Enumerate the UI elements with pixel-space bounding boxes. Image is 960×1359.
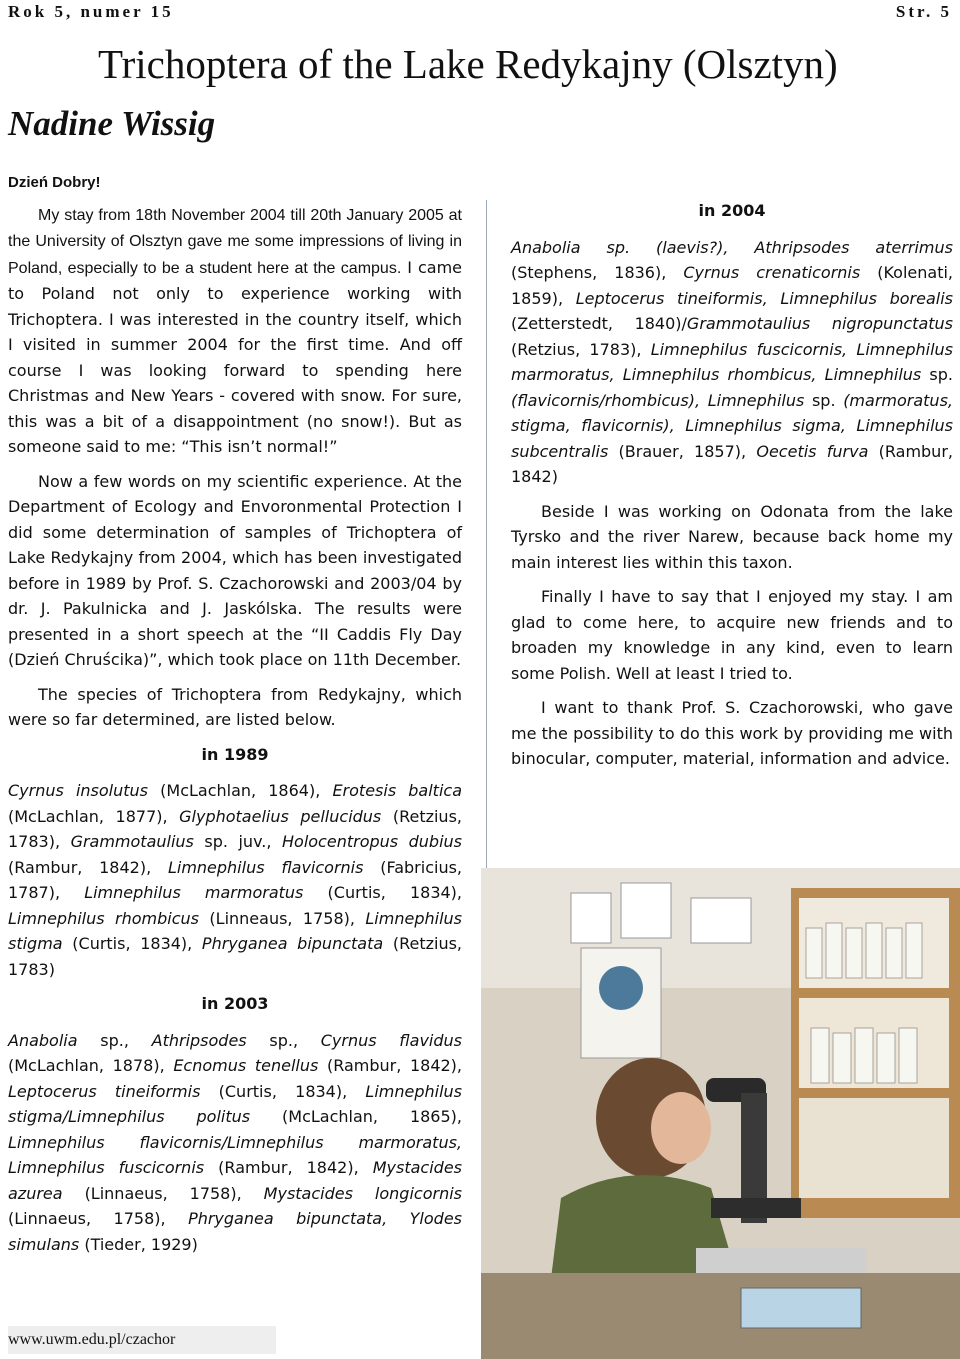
paragraph-odonata: Beside I was working on Odonata from the lake Tyrsko and the river Narew, because back home my main interest lies within this taxon.: [511, 501, 953, 572]
species-segment: Mystacides longicornis: [263, 1183, 462, 1203]
species-list-2004: [511, 235, 953, 490]
species-segment: (McLachlan, 1877),: [8, 806, 180, 826]
species-segment: (Linnaeus, 1758),: [62, 1183, 264, 1203]
species-segment: sp.,: [246, 1030, 321, 1050]
species-segment: (Rambur, 1842),: [318, 1056, 463, 1075]
species-segment: (Rambur, 1842),: [204, 1158, 373, 1177]
species-segment: (Tieder, 1929): [79, 1234, 198, 1254]
paragraph-intro: [8, 202, 462, 460]
footer-url: www.uwm.edu.pl/czachor: [8, 1326, 276, 1354]
species-segment: (Brauer, 1857),: [608, 441, 757, 461]
species-segment: Glyphotaelius pellucidus: [179, 806, 382, 826]
species-segment: Cyrnus crenaticornis: [683, 263, 861, 282]
heading-2004: in 2004: [698, 201, 766, 220]
species-list-1989: [8, 778, 462, 982]
species-segment: sp.: [921, 365, 953, 384]
species-segment: Holocentropus dubius: [282, 832, 462, 851]
species-segment: (Rambur, 1842),: [8, 857, 168, 877]
species-segment: (Curtis, 1834),: [303, 883, 462, 902]
species-segment: Grammotaulius nigropunctatus: [686, 314, 953, 333]
species-segment: (Linnaeus, 1758),: [8, 1209, 189, 1228]
species-segment: (Retzius, 1783): [8, 934, 462, 979]
species-segment: Leptocerus tineiformis, Limnephilus borealis: [575, 288, 953, 308]
greeting: Dzień Dobry!: [8, 174, 101, 191]
species-segment: Limnephilus stigma: [8, 908, 462, 953]
species-segment: (Curtis, 1834),: [62, 934, 202, 953]
species-segment: Limnephilus marmoratus: [84, 883, 304, 902]
species-segment: Athripsodes: [151, 1030, 247, 1050]
species-segment: (Kolenati, 1859),: [511, 263, 953, 308]
species-list-2003: [8, 1028, 462, 1258]
intro-text-a: My stay from 18th November 2004 till 20th January 2005 at the University of Olsztyn gave me some impressions of living in Poland, especially to be a student here at the campus.: [8, 206, 462, 277]
species-segment: (Retzius, 1783),: [511, 339, 651, 359]
species-segment: (McLachlan, 1864),: [148, 781, 333, 800]
page-number: Str. 5: [895, 2, 952, 21]
species-segment: Phryganea bipunctata, Ylodes simulans: [8, 1209, 462, 1254]
species-segment: Anabolia: [8, 1030, 78, 1050]
lab-photo-illustration: [481, 868, 960, 1359]
species-segment: Limnephilus flavicornis/Limnephilus marmoratus, Limnephilus fuscicornis: [8, 1132, 462, 1177]
species-segment: Grammotaulius: [70, 832, 194, 851]
article-author: Nadine Wissig: [8, 104, 216, 143]
species-segment: Limnephilus stigma/Limnephilus politus: [8, 1081, 463, 1126]
species-segment: Anabolia sp. (laevis?), Athripsodes aterrimus: [511, 237, 953, 257]
species-segment: (Stephens, 1836),: [511, 263, 684, 282]
species-segment: Phryganea bipunctata: [201, 934, 384, 953]
species-segment: Leptocerus tineiformis: [8, 1081, 201, 1101]
right-column: [511, 192, 953, 781]
species-segment: sp.,: [77, 1030, 152, 1050]
species-segment: (Zetterstedt, 1840)/: [511, 314, 687, 333]
issue-label: Rok 5, numer 15: [8, 2, 174, 21]
species-segment: sp. juv.,: [193, 832, 282, 851]
species-segment: (marmoratus, stigma, flavicornis), Limnephilus sigma, Limnephilus subcentralis: [511, 390, 953, 461]
species-segment: sp.: [804, 390, 844, 410]
species-segment: Limnephilus flavicornis: [167, 857, 364, 877]
species-segment: (Retzius, 1783),: [8, 806, 462, 851]
paragraph-finally: Finally I have to say that I enjoyed my stay. I am glad to come here, to acquire new friends and to broaden my knowledge in any kind, even to learn some Polish. Well at least I tried to.: [511, 587, 953, 683]
paragraph-thanks: I want to thank Prof. S. Czachorowski, who gave me the possibility to do this work by providing me with binocular, computer, material, information and advice.: [511, 698, 953, 768]
paragraph-science: Now a few words on my scientific experience. At the Department of Ecology and Envoronmental Protection I did some determination of samples of Trichoptera of Lake Redykajny from 2004, which has been investigated before in 1989 by Prof. S. Czachorowski and 2003/04 by dr. J. Pakulnicka and J. Jaskólska. The results were presented in a short speech at the “II Caddis Fly Day (Dzień Chruścika)”, which took place on 11th December.: [8, 471, 462, 669]
species-segment: Mystacides azurea: [8, 1158, 462, 1203]
species-segment: (Linneaus, 1758),: [198, 908, 366, 928]
species-segment: (Curtis, 1834),: [200, 1081, 366, 1101]
page-header: [8, 0, 952, 24]
lab-photo: [481, 868, 960, 1359]
species-segment: (flavicornis/rhombicus), Limnephilus: [511, 390, 805, 410]
paragraph-species-intro: The species of Trichoptera from Redykajny, which were so far determined, are listed below.: [8, 684, 462, 729]
species-segment: (McLachlan, 1878),: [8, 1056, 174, 1075]
species-segment: Cyrnus flavidus: [320, 1030, 462, 1050]
intro-text-b: I came to Poland not only to experience working with Trichoptera. I was interested in the country itself, which I visited in summer 2004 for the first time. And off course I was looking forward to spending here Christmas and New Years - covered with snow. For sure, this was a bit of a disappointment (no snow!). But as someone said to me: “This isn’t normal!”: [8, 257, 462, 456]
article-title: Trichoptera of the Lake Redykajny (Olsztyn): [98, 41, 838, 87]
species-segment: Cyrnus insolutus: [8, 781, 149, 800]
left-column: [8, 170, 462, 1257]
species-segment: Limnephilus rhombicus: [8, 908, 199, 928]
species-segment: Oecetis furva: [756, 441, 869, 461]
species-segment: Erotesis baltica: [332, 781, 463, 800]
species-segment: Ecnomus tenellus: [173, 1056, 319, 1075]
heading-2003: in 2003: [201, 994, 269, 1013]
heading-1989: in 1989: [201, 744, 269, 764]
species-segment: (Fabricius, 1787),: [8, 857, 463, 902]
species-segment: (Rambur, 1842): [511, 441, 953, 486]
species-segment: (McLachlan, 1865),: [250, 1107, 462, 1126]
species-segment: Limnephilus fuscicornis, Limnephilus marmoratus, Limnephilus rhombicus, Limnephilus: [511, 339, 953, 384]
